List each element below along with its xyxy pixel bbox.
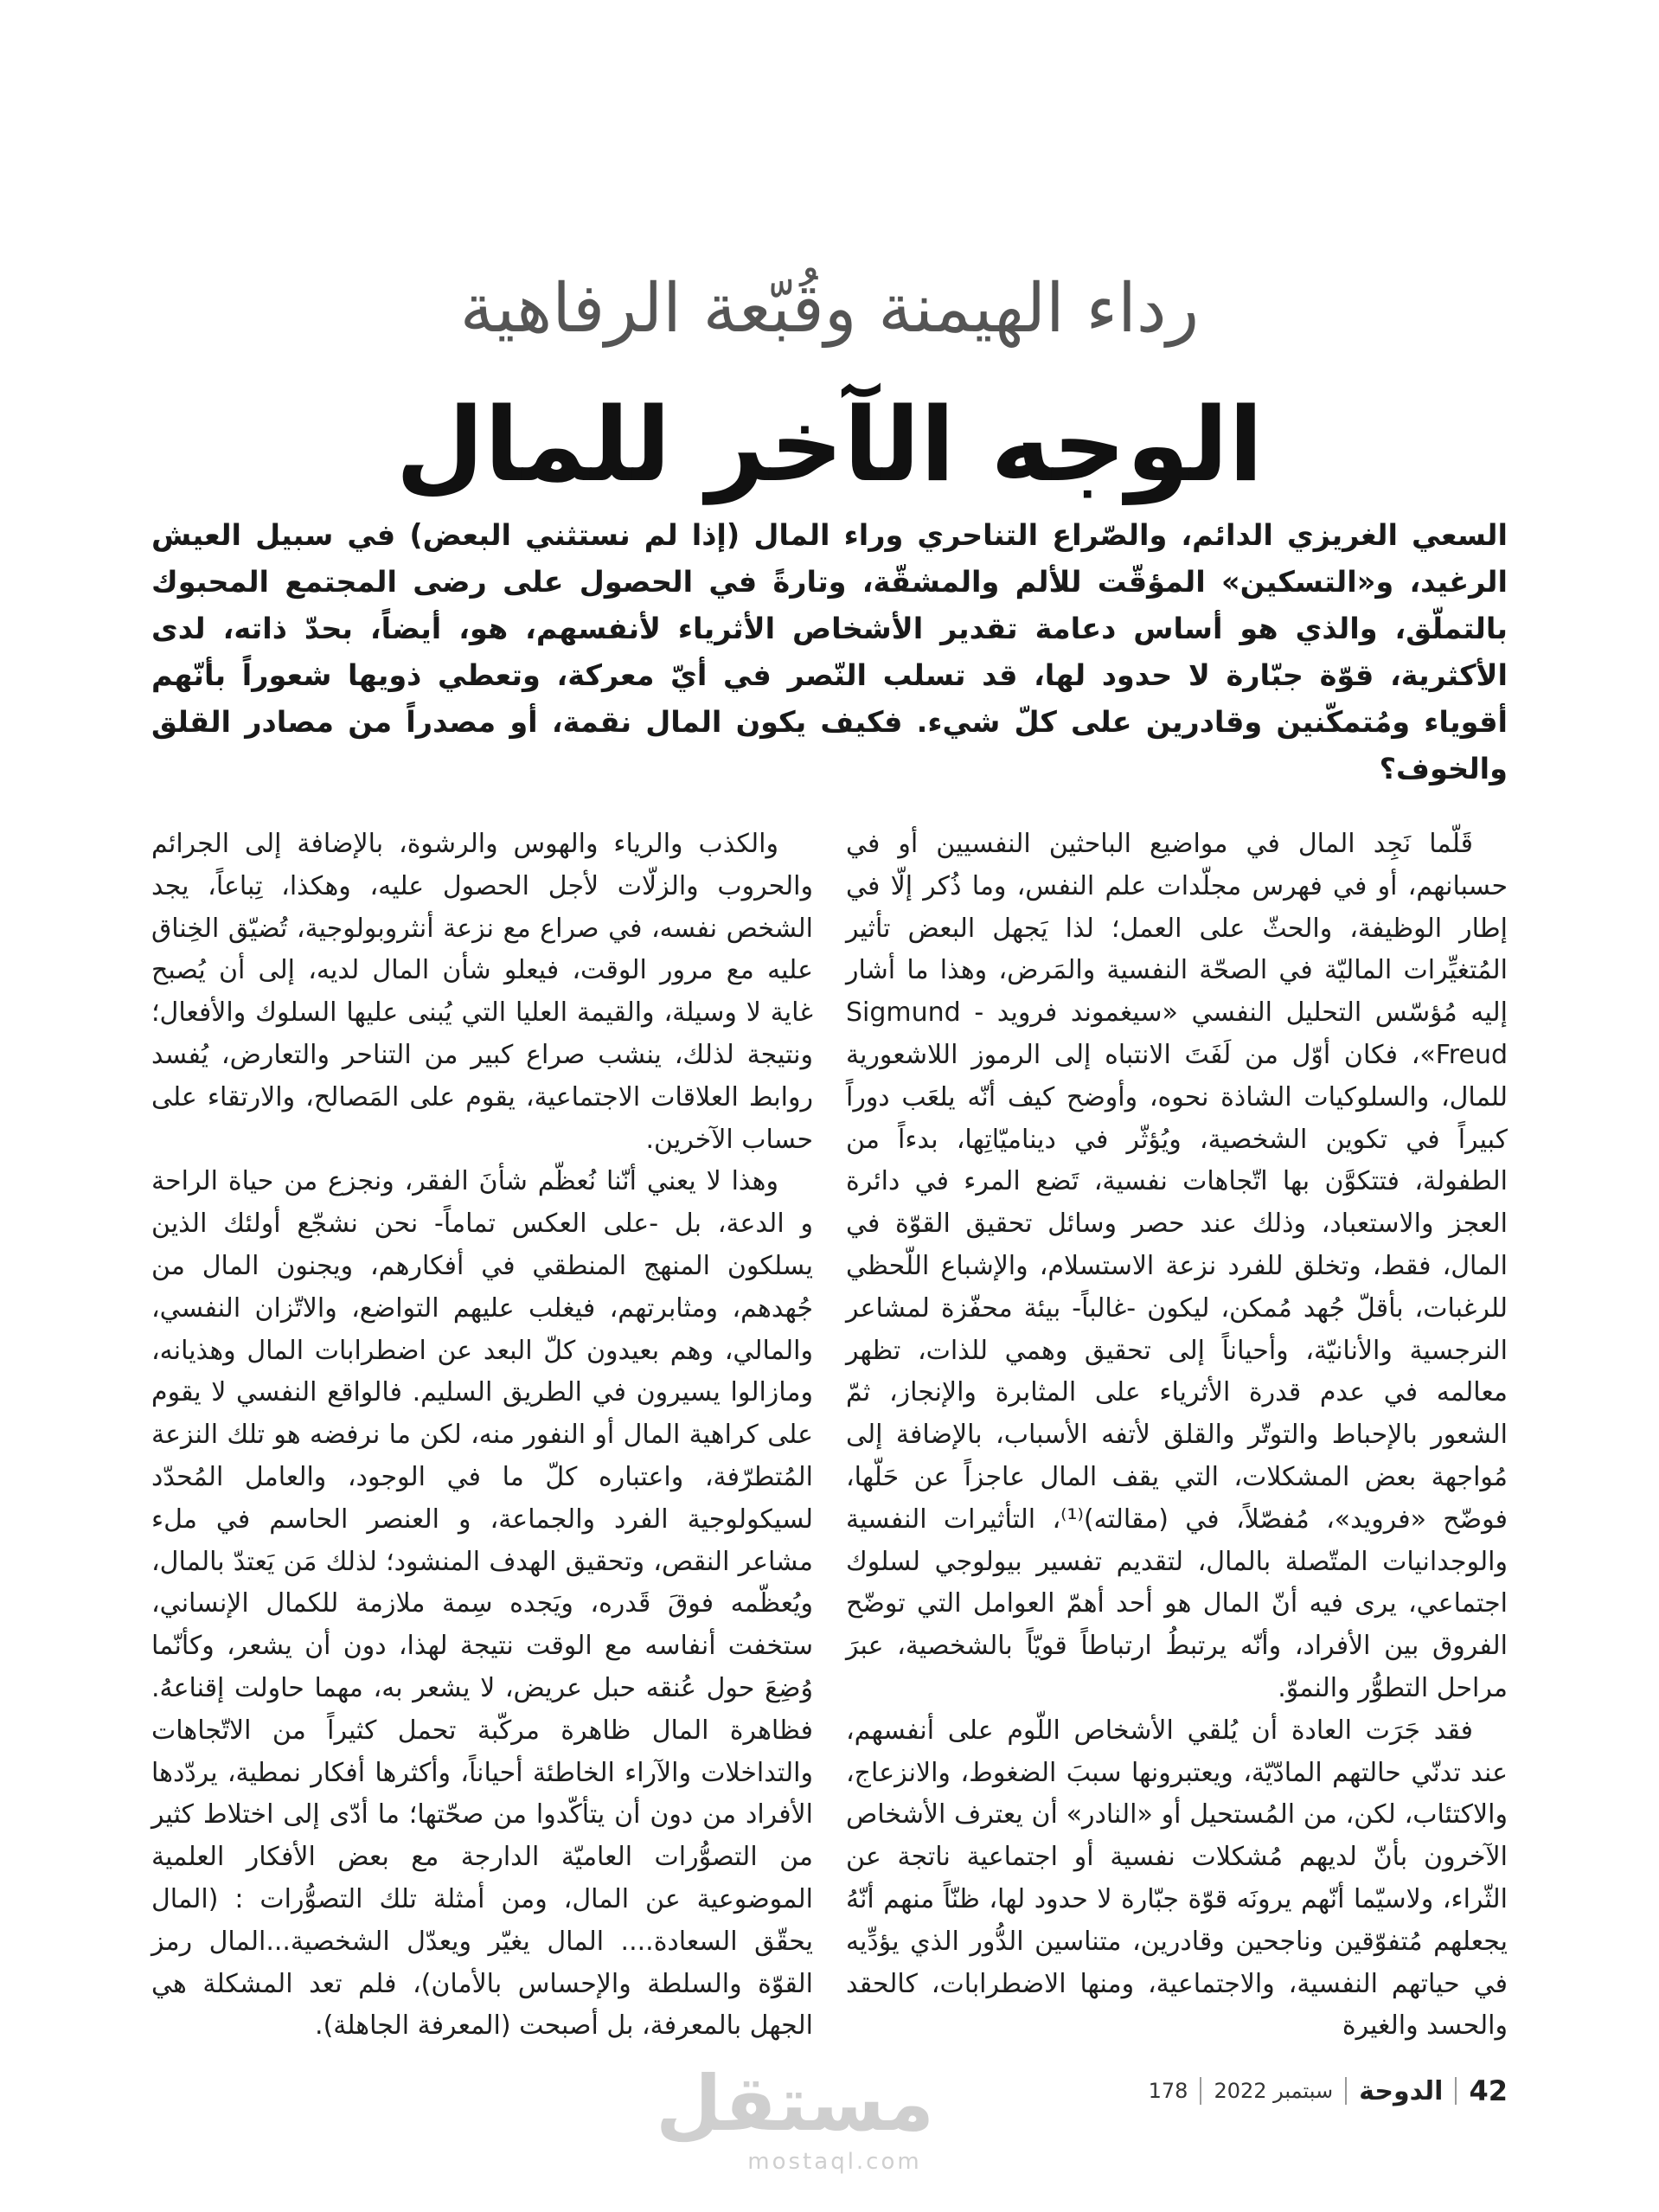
footer-divider [1455,2077,1457,2105]
footer-divider [1345,2077,1347,2105]
article-lead: السعي الغريزي الدائم، والصّراع التناحري وراء المال (إذا لم نستثني البعض) في سبيل العيش الرغيد، و«التسكين» المؤقّت للألم والمشقّة، وتارةً في الحصول على رضى المجتمع المحبوك بالتملّق، والذي هو أساس دعامة تقدير الأشخاص الأثرياء لأنفسهم، هو، أيضاً، بحدّ ذاته، لدى الأكثرية، قوّة جبّارة لا حدود لها، قد تسلب النّصر في أيّ معركة، وتعطي ذويها شعوراً بأنّهم أقوياء ومُتمكّنين وقادرين على كلّ شيء. فكيف يكون المال نقمة، أو مصدراً من مصادر القلق والخوف؟ [151,518,1508,785]
paragraph: والكذب والرياء والهوس والرشوة، بالإضافة إلى الجرائم والحروب والزلّات لأجل الحصول عليه، وهكذا، تِباعاً، يجد الشخص نفسه، في صراع مع نزعة أنثروبولوجية، تُضيّق الخِناق عليه مع مرور الوقت، فيعلو شأن المال لديه، إلى أن يُصبح غاية لا وسيلة، والقيمة العليا التي يُبنى عليها السلوك والأفعال؛ ونتيجة لذلك، ينشب صراع كبير من التناحر والتعارض، يُفسد روابط العلاقات الاجتماعية، يقوم على المَصالح، والارتقاء على حساب الآخرين. [151,829,813,1155]
paragraph: فقد جَرَت العادة أن يُلقي الأشخاص اللّوم على أنفسهم، عند تدنّي حالتهم المادّيّة، ويعتبرونها سببَ الضغوط، والانزعاج، والاكتئاب، لكن، من المُستحيل أو «النادر» أن يعترف الأشخاص الآخرون بأنّ لديهم مُشكلات نفسية أو اجتماعية ناتجة عن الثّراء، ولاسيّما أنّهم يرونَه قوّة جبّارة لا حدود لها، ظنّاً منهم أنّهُ يجعلهم مُتفوّقين وناجحين وقادرين، متناسين الدُّور الذي يؤدِّيه في حياتهم النفسية، والاجتماعية، ومنها الاضطرابات، كالحقد والحسد والغيرة [846,1715,1508,2042]
article-headline: الوجه الآخر للمال [395,385,1264,504]
body-column-right [846,824,1508,2048]
paragraph: قَلّما نَجِد المال في مواضيع الباحثين النفسيين أو في حسبانهم، أو في فهرس مجلّدات علم النفس، وما ذُكر إلّا في إطار الوظيفة، والحثّ على العمل؛ لذا يَجهل البعض تأثير المُتغيِّرات الماليّة في الصحّة النفسية والمَرض، وهذا ما أشار إليه مُؤسّس التحليل النفسي «سيغموند فرويد - Sigmund Freud»، فكان أوّل من لَفَتَ الانتباه إلى الرموز اللاشعورية للمال، والسلوكيات الشاذة نحوه، وأوضح كيف أنّه يلعَب دوراً كبيراً في تكوين الشخصية، ويُؤثّر في ديناميّاتِها، بدءاً من الطفولة، فتتكوَّن بها اتّجاهات نفسية، تَضع المرء في دائرة العجز والاستعباد، وذلك عند حصر وسائل تحقيق القوّة في المال، فقط، وتخلق للفرد نزعة الاستسلام، والإشباع اللّحظي للرغبات، بأقلّ جُهد مُمكن، ليكون -غالباً- بيئة محفّزة لمشاعر النرجسية والأنانيّة، وأحياناً إلى تحقيق وهمي للذات، تظهر معالمه في عدم قدرة الأثرياء على المثابرة والإنجاز، ثمّ الشعور بالإحباط والتوتّر والقلق لأتفه الأسباب، بالإضافة إلى مُواجهة بعض المشكلات، التي يقف المال عاجزاً عن حَلّها، فوضّح «فرويد»، مُفصّلاً، في (مقالته)⁽¹⁾، التأثيرات النفسية والوجدانيات المتّصلة بالمال، لتقديم تفسير بيولوجي لسلوك اجتماعي، يرى فيه أنّ المال هو أحد أهمّ العوامل التي توضّح الفروق بين الأفراد، وأنّه يرتبطُ ارتباطاً قويّاً بالشخصية، عبرَ مراحل التطوُّر والنموّ. [846,829,1508,1703]
watermark-url: mostaql.com [747,2149,922,2175]
body-column-left [151,824,813,2048]
magazine-name: الدوحة [1359,2075,1444,2106]
article-kicker: رداء الهيمنة وقُبّعة الرفاهية [459,270,1200,348]
page-number: 42 [1469,2074,1508,2107]
page-footer [1149,2074,1508,2107]
watermark-logo: مستقل [656,2059,934,2148]
paragraph: وهذا لا يعني أنّنا نُعظّم شأنَ الفقر، ونجزع من حياة الراحة و الدعة، بل -على العكس تماماً- نحن نشجّع أولئك الذين يسلكون المنهج المنطقي في أفكارهم، ويجنون المال من جُهدهم، ومثابرتهم، فيغلب عليهم التواضع، والاتّزان النفسي، والمالي، وهم بعيدون كلّ البعد عن اضطرابات المال وهذيانه، ومازالوا يسيرون في الطريق السليم. فالواقع النفسي لا يقوم على كراهية المال أو النفور منه، لكن ما نرفضه هو تلك النزعة المُتطرّفة، واعتباره كلّ ما في الوجود، والعامل المُحدّد لسيكولوجية الفرد والجماعة، و العنصر الحاسم في ملء مشاعر النقص، وتحقيق الهدف المنشود؛ لذلك مَن يَعتدّ بالمال، ويُعظّمه فوقَ قَدره، ويَجده سِمة ملازمة للكمال الإنساني، ستخفت أنفاسه مع الوقت نتيجة لهذا، دون أن يشعر، وكأنّما وُضِعَ حول عُنقه حبل عريض، لا يشعر به، مهما حاولت إقناعهُ. فظاهرة المال ظاهرة مركّبة تحمل كثيراً من الاتّجاهات والتداخلات والآراء الخاطئة أحياناً، وأكثرها أفكار نمطية، يردّدها الأفراد من دون أن يتأكّدوا من صحّتها؛ ما أدّى إلى اختلاط كثير من التصوُّرات العاميّة الدارجة مع بعض الأفكار العلمية الموضوعية عن المال، ومن أمثلة تلك التصوُّرات : (المال يحقّق السعادة.... المال يغيّر ويعدّل الشخصية...المال رمز القوّة والسلطة والإحساس بالأمان)، فلم تعد المشكلة هي الجهل بالمعرفة، بل أصبحت (المعرفة الجاهلة). [151,1166,813,2042]
issue-number: 178 [1148,2079,1188,2103]
watermark [656,2059,934,2175]
footer-divider [1200,2077,1201,2105]
issue-date: سبتمبر 2022 [1214,2079,1334,2103]
